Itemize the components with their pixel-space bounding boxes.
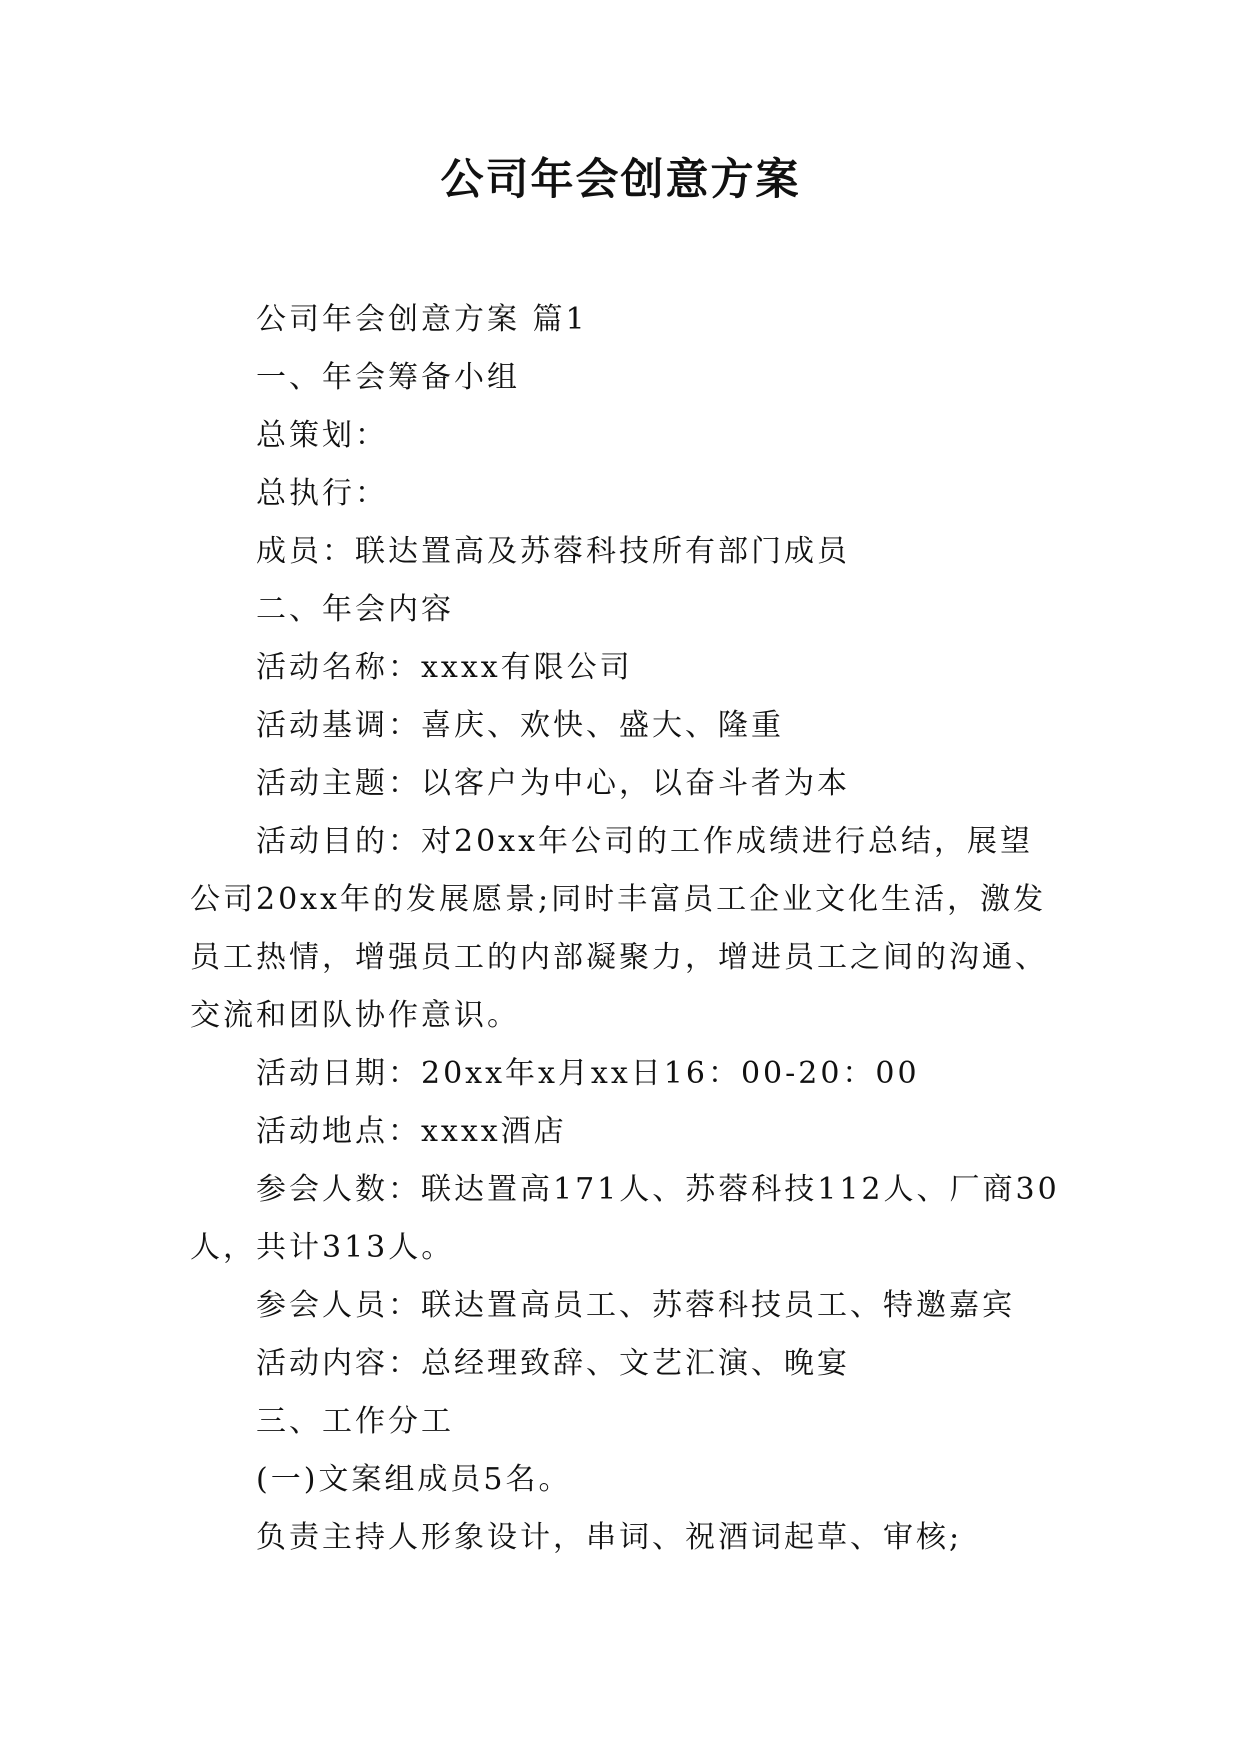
paragraph-section-heading: 公司年会创意方案 篇1: [256, 302, 588, 337]
paragraph-activity-tone: 活动基调：喜庆、欢快、盛大、隆重: [256, 708, 784, 743]
paragraph-copywriting-duties: 负责主持人形象设计，串词、祝酒词起草、审核;: [256, 1520, 963, 1555]
paragraph-activity-name: 活动名称：xxxx有限公司: [256, 650, 633, 685]
paragraph-copywriting-group: (一)文案组成员5名。: [256, 1462, 572, 1497]
document-title: 公司年会创意方案: [440, 155, 801, 205]
paragraph-heading-preparation-group: 一、年会筹备小组: [256, 360, 520, 395]
paragraph-heading-division: 三、工作分工: [256, 1404, 454, 1439]
paragraph-activity-theme: 活动主题：以客户为中心，以奋斗者为本: [256, 766, 850, 801]
paragraph-activity-content: 活动内容：总经理致辞、文艺汇演、晚宴: [256, 1346, 850, 1381]
paragraph-chief-executive: 总执行：: [256, 476, 388, 511]
paragraph-heading-content: 二、年会内容: [256, 592, 454, 627]
paragraph-attendee-count: 参会人数：联达置高171人、苏蓉科技112人、厂商30人，共计313人。: [190, 1172, 1060, 1265]
paragraph-members: 成员：联达置高及苏蓉科技所有部门成员: [256, 534, 850, 569]
document-body: [190, 291, 1065, 1567]
paragraph-activity-date: 活动日期：20xx年x月xx日16：00-20：00: [256, 1056, 920, 1091]
paragraph-activity-purpose: 活动目的：对20xx年公司的工作成绩进行总结，展望公司20xx年的发展愿景;同时丰富员工企业文化生活，激发员工热情，增强员工的内部凝聚力，增进员工之间的沟通、交流和团队协作意识。: [190, 824, 1048, 1033]
paragraph-attendees: 参会人员：联达置高员工、苏蓉科技员工、特邀嘉宾: [256, 1288, 1015, 1323]
paragraph-activity-venue: 活动地点：xxxx酒店: [256, 1114, 567, 1149]
paragraph-chief-planner: 总策划：: [256, 418, 388, 453]
